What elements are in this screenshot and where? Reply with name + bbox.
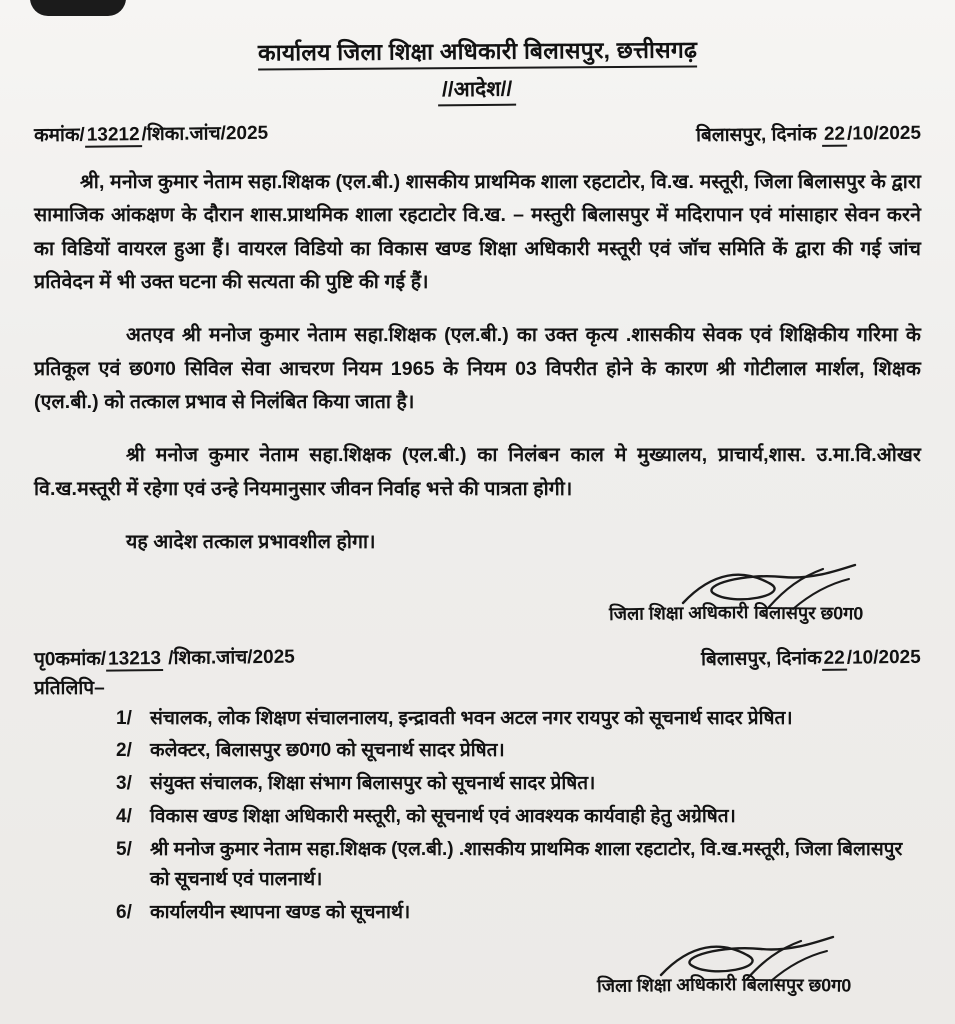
status-bar-notch <box>30 0 126 16</box>
order-date-day: 22 <box>822 124 847 147</box>
signatory-designation: जिला शिक्षा अधिकारी <box>609 602 749 625</box>
list-item-text: संचालक, लोक शिक्षण संचालनालय, इन्द्रावती भवन अटल नगर रायपुर को सूचनार्थ सादर प्रेषित। <box>150 707 793 729</box>
signatory-designation: जिला शिक्षा अधिकारी <box>597 973 737 996</box>
copy-number-label: पृ0कमांक/ <box>33 648 107 670</box>
copy-place-label: बिलासपुर, दिनांक <box>701 647 823 670</box>
paragraph-2: अतएव श्री मनोज कुमार नेताम सहा.शिक्षक (एल.बी.) का उक्त कृत्य .शासकीय सेवक एवं शिक्षिकीय गरिमा के प्रतिकूल एवं छ0ग0 सिविल सेवा आचरण नियम 1965 के नियम 03 विपरीत होने के कारण श्री गोटीलाल मार्शल, शिक्षक (एल.बी.) को तत्काल प्रभाव से निलंबित किया जाता है। <box>34 324 921 414</box>
order-heading: //आदेश// <box>438 75 517 107</box>
list-item <box>34 736 921 767</box>
list-item-text: विकास खण्ड शिक्षा अधिकारी मस्तूरी, को सूचनार्थ एवं आवश्यक कार्यवाही हेतु अग्रेषित। <box>150 805 736 827</box>
paragraph-3: श्री मनोज कुमार नेताम सहा.शिक्षक (एल.बी.) का निलंबन काल मे मुख्यालय, प्राचार्य,शास. उ.मा.वि.ओखर वि.ख.मस्तूरी में रहेगा एवं उन्हे नियमानुसार जीवन निर्वाह भत्ते की पात्रता होगी। <box>34 444 921 500</box>
order-number-label: कमांक/ <box>33 124 85 147</box>
list-item-number: 6/ <box>116 902 132 924</box>
list-item-number: 3/ <box>116 773 132 795</box>
list-item-number: 1/ <box>116 707 132 729</box>
list-item <box>34 769 921 800</box>
list-item-number: 4/ <box>116 805 132 827</box>
header-meta-row <box>34 120 921 146</box>
order-document <box>34 34 921 997</box>
order-number-suffix: /शिका.जांच/2025 <box>141 122 269 146</box>
signatory-location: बिलासपुर छ0ग0 <box>753 602 864 624</box>
signature-block-primary <box>34 573 921 625</box>
order-date-block <box>696 119 921 147</box>
copy-number-value: 13213 <box>106 648 163 672</box>
copy-number-block <box>34 642 295 671</box>
page-title: कार्यालय जिला शिक्षा अधिकारी बिलासपुर, छत्तीसगढ़ <box>258 32 697 70</box>
list-item-text: श्री मनोज कुमार नेताम सहा.शिक्षक (एल.बी.) .शासकीय प्राथमिक शाला रहटाटोर, वि.ख.मस्तूरी, जिला बिलासपुर को सूचनार्थ एवं पालनार्थ। <box>150 838 903 891</box>
order-number-block <box>34 119 268 147</box>
order-number-value: 13212 <box>85 124 142 148</box>
list-item-number: 5/ <box>116 838 132 860</box>
title-block <box>34 34 921 106</box>
list-item <box>34 802 921 833</box>
copy-date-day: 22 <box>822 647 847 670</box>
copy-list <box>34 704 921 929</box>
body-text <box>34 166 921 560</box>
copy-meta-row <box>34 644 921 670</box>
paragraph-1: श्री, मनोज कुमार नेताम सहा.शिक्षक (एल.बी.) शासकीय प्राथमिक शाला रहटाटोर, वि.ख. मस्तूरी, जिला बिलासपुर के द्वारा सामाजिक आंकक्षण के दौरान शास.प्राथमिक शाला रहटाटोर वि.ख. – मस्तुरी बिलासपुर में मदिरापान एवं मांसाहार सेवन करने का विडियों वायरल हुआ हैं। वायरल विडियो का विकास खण्ड शिक्षा अधिकारी मस्तूरी एवं जॉच समिति कें द्वारा की गई जांच प्रतिवेदन में भी उक्त घटना की सत्यता की पुष्टि की गई हैं। <box>34 170 922 294</box>
copy-number-suffix: /शिका.जांच/2025 <box>168 646 295 669</box>
paragraph-4: यह आदेश तत्काल प्रभावशील होगा। <box>126 530 376 553</box>
copy-date-block <box>701 642 921 670</box>
order-place-label: बिलासपुर, दिनांक <box>695 123 817 147</box>
order-date-rest: /10/2025 <box>846 122 922 145</box>
list-item-text: कलेक्टर, बिलासपुर छ0ग0 को सूचनार्थ सादर प्रेषित। <box>150 740 505 762</box>
list-item-text: संयुक्त संचालक, शिक्षा संभाग बिलासपुर को सूचनार्थ सादर प्रेषित। <box>150 773 596 795</box>
list-item-text: कार्यालयीन स्थापना खण्ड को सूचनार्थ। <box>150 902 411 924</box>
list-item <box>34 835 921 897</box>
list-item-number: 2/ <box>116 740 132 762</box>
signatory-location: बिलासपुर छ0ग0 <box>741 974 852 996</box>
copy-list-label: प्रतिलिपि– <box>34 677 105 699</box>
list-item <box>34 898 921 929</box>
list-item <box>34 704 921 735</box>
signature-block-secondary <box>34 945 921 997</box>
copy-date-rest: /10/2025 <box>846 646 922 669</box>
